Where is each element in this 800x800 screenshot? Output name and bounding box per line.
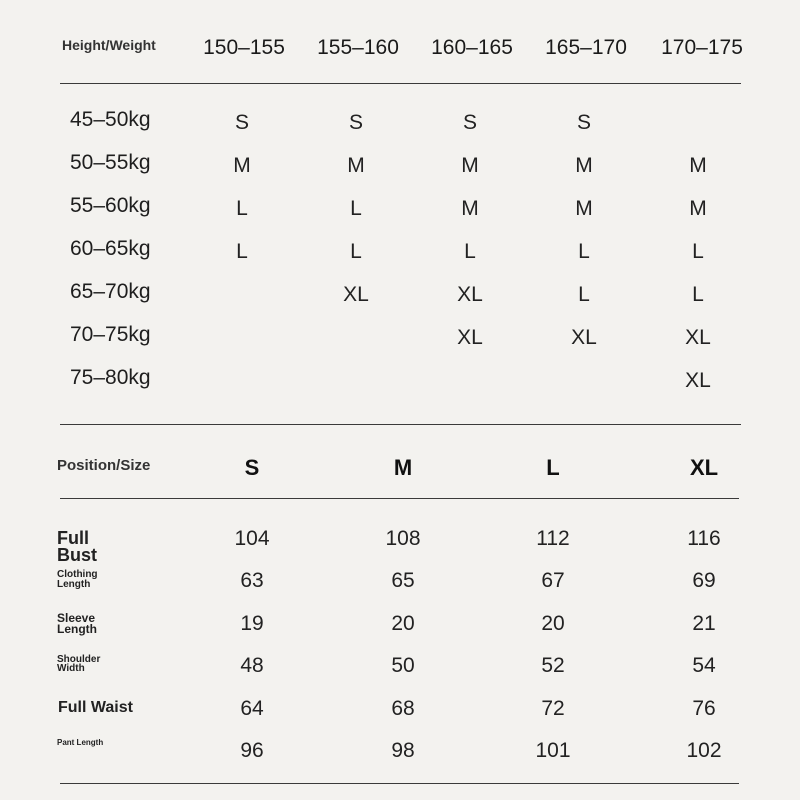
- size-cell: L: [578, 240, 590, 263]
- height-column-header: 160–165: [431, 36, 513, 59]
- measurement-value: 54: [692, 654, 716, 677]
- measurement-label-sleeve-length: Sleeve Length: [57, 611, 97, 636]
- measurement-value: 19: [240, 612, 264, 635]
- size-cell: L: [350, 240, 362, 263]
- size-cell: XL: [571, 326, 597, 349]
- measurement-value: 52: [541, 654, 565, 677]
- position-size-corner-label: Position/Size: [57, 457, 151, 474]
- measurement-value: 116: [687, 527, 721, 550]
- size-cell: M: [575, 197, 593, 220]
- bottom-divider: [60, 783, 739, 784]
- measurement-label-clothing-length: Clothing Length: [57, 569, 98, 590]
- size-cell: L: [692, 283, 704, 306]
- measurement-value: 64: [240, 697, 264, 720]
- measurement-value: 76: [692, 697, 716, 720]
- size-cell: XL: [685, 326, 711, 349]
- header-divider: [60, 83, 741, 84]
- size-cell: S: [576, 111, 592, 134]
- measurement-value: 21: [692, 612, 716, 635]
- size-cell: L: [578, 283, 590, 306]
- measurement-value: 50: [391, 654, 415, 677]
- weight-row-label: 65–70kg: [70, 280, 151, 303]
- weight-row-label: 45–50kg: [70, 108, 151, 131]
- measurement-value: 104: [234, 527, 270, 550]
- header-divider: [60, 498, 739, 499]
- size-cell: L: [350, 197, 362, 220]
- measurement-label-full-waist: Full Waist: [58, 699, 133, 716]
- measurement-value: 101: [535, 739, 571, 762]
- weight-row-label: 70–75kg: [70, 323, 151, 346]
- height-column-header: 150–155: [203, 36, 285, 59]
- weight-row-label: 75–80kg: [70, 366, 151, 389]
- measurement-value: 20: [541, 612, 565, 635]
- size-cell: M: [689, 154, 707, 177]
- size-cell: XL: [343, 283, 369, 306]
- measurement-value: 102: [686, 739, 722, 762]
- measurement-value: 20: [391, 612, 415, 635]
- measurement-value: 72: [541, 697, 565, 720]
- weight-row-label: 60–65kg: [70, 237, 151, 260]
- size-cell: M: [689, 197, 707, 220]
- weight-row-label: 50–55kg: [70, 151, 151, 174]
- height-column-header: 165–170: [545, 36, 627, 59]
- size-cell: L: [464, 240, 476, 263]
- size-column-header: M: [393, 455, 413, 480]
- size-cell: M: [575, 154, 593, 177]
- measurement-value: 98: [391, 739, 415, 762]
- size-cell: M: [461, 197, 479, 220]
- measurement-value: 48: [240, 654, 264, 677]
- size-cell: XL: [685, 369, 711, 392]
- weight-row-label: 55–60kg: [70, 194, 151, 217]
- measurement-value: 68: [391, 697, 415, 720]
- height-weight-corner-label: Height/Weight: [62, 37, 156, 53]
- measurement-value: 63: [240, 569, 264, 592]
- measurement-value: 69: [692, 569, 716, 592]
- size-cell: M: [233, 154, 251, 177]
- size-cell: S: [348, 111, 364, 134]
- size-cell: XL: [457, 326, 483, 349]
- size-cell: S: [462, 111, 478, 134]
- size-column-header: L: [546, 455, 560, 480]
- measurement-label-shoulder-width: Shoulder Width: [57, 654, 101, 674]
- measurement-label-pant-length: Pant Length: [57, 738, 104, 747]
- measurement-label-full-bust: Full Bust: [57, 528, 97, 565]
- measurement-value: 108: [385, 527, 421, 550]
- size-cell: XL: [457, 283, 483, 306]
- measurement-value: 65: [391, 569, 415, 592]
- height-column-header: 155–160: [317, 36, 399, 59]
- measurement-value: 112: [536, 527, 570, 550]
- table-divider: [60, 424, 741, 425]
- size-cell: L: [692, 240, 704, 263]
- size-cell: L: [236, 197, 248, 220]
- size-column-header: S: [244, 455, 260, 480]
- size-column-header: XL: [689, 455, 719, 480]
- size-cell: S: [234, 111, 250, 134]
- size-cell: M: [461, 154, 479, 177]
- height-column-header: 170–175: [661, 36, 743, 59]
- size-cell: M: [347, 154, 365, 177]
- measurement-value: 96: [240, 739, 264, 762]
- measurement-value: 67: [541, 569, 565, 592]
- size-cell: L: [236, 240, 248, 263]
